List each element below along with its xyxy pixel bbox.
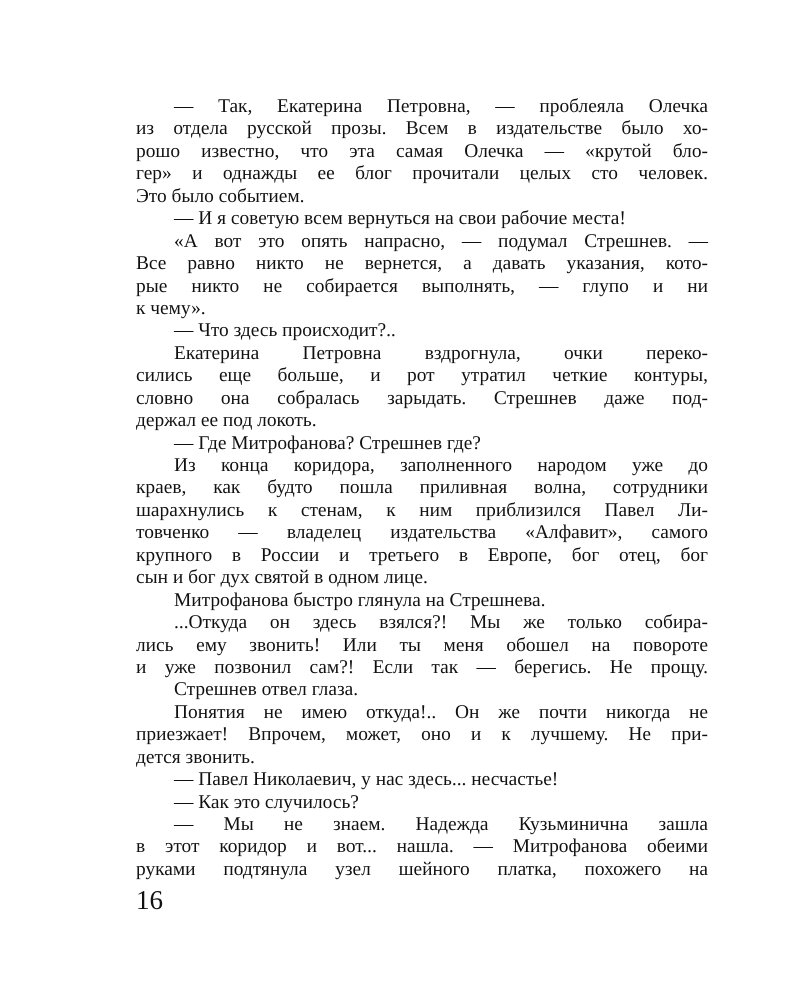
text-line: — Где Митрофанова? Стрешнев где?: [174, 432, 481, 454]
text-line: — Мы не знаем. Надежда Кузьминична зашла: [174, 814, 708, 835]
text-line: ...Откуда он здесь взялся?! Мы же только собира-: [174, 612, 708, 634]
text-line: сын и бог дух святой в одном лице.: [136, 567, 428, 589]
text-line: — Что здесь происходит?..: [174, 320, 396, 342]
text-line: — Павел Николаевич, у нас здесь... несчастье!: [174, 769, 559, 791]
text-line: крупного в России и третьего в Европе, бог отец, бог: [136, 544, 708, 566]
text-line: Стрешнев отвел глаза.: [174, 679, 359, 701]
text-line: и уже позвонил сам?! Если так — берегись. Не прощу.: [136, 656, 708, 678]
text-line: сились еще больше, и рот утратил четкие контуры,: [136, 365, 708, 387]
text-line: дется звонить.: [136, 746, 255, 768]
text-line: — И я советую всем вернуться на свои рабочие места!: [174, 208, 626, 230]
text-line: гер» и однажды ее блог прочитали целых сто человек.: [136, 163, 708, 185]
text-line: краев, как будто пошла приливная волна, сотрудники: [136, 477, 708, 499]
text-line: Из конца коридора, заполненного народом уже до: [174, 455, 708, 476]
text-line: шарахнулись к стенам, к ним приблизился Павел Ли-: [136, 499, 708, 521]
text-line: «А вот это опять напрасно, — подумал Стрешнев. —: [174, 230, 708, 252]
text-line: Понятия не имею откуда!.. Он же почти никогда не: [174, 701, 708, 723]
text-line: Митрофанова быстро глянула на Стрешнева.: [174, 589, 546, 611]
text-line: товченко — владелец издательства «Алфавит», самого: [136, 522, 708, 544]
text-line: к чему».: [136, 297, 206, 319]
text-line: приезжает! Впрочем, может, оно и к лучшему. Не при-: [136, 724, 708, 746]
text-line: из отдела русской прозы. Всем в издательстве было хо-: [136, 118, 708, 140]
page-number: 16: [136, 885, 163, 915]
text-line: — Так, Екатерина Петровна, — проблеяла Олечка: [174, 96, 708, 117]
body-text: [136, 96, 708, 881]
text-line: руками подтянула узел шейного платка, похожего на: [136, 858, 708, 880]
text-line: лись ему звонить! Или ты меня обошел на повороте: [136, 634, 708, 656]
text-line: Это было событием.: [136, 185, 305, 207]
text-line: — Как это случилось?: [174, 791, 359, 813]
text-line: Все равно никто не вернется, а давать указания, кото-: [136, 253, 708, 275]
text-line: рошо известно, что эта самая Олечка — «крутой бло-: [136, 140, 708, 162]
text-line: Екатерина Петровна вздрогнула, очки переко-: [174, 342, 708, 364]
text-line: словно она собралась зарыдать. Стрешнев даже под-: [136, 387, 708, 409]
text-line: держал ее под локоть.: [136, 410, 317, 432]
text-line: рые никто не собирается выполнять, — глупо и ни: [136, 275, 708, 297]
text-line: в этот коридор и вот... нашла. — Митрофанова обеими: [136, 836, 708, 858]
